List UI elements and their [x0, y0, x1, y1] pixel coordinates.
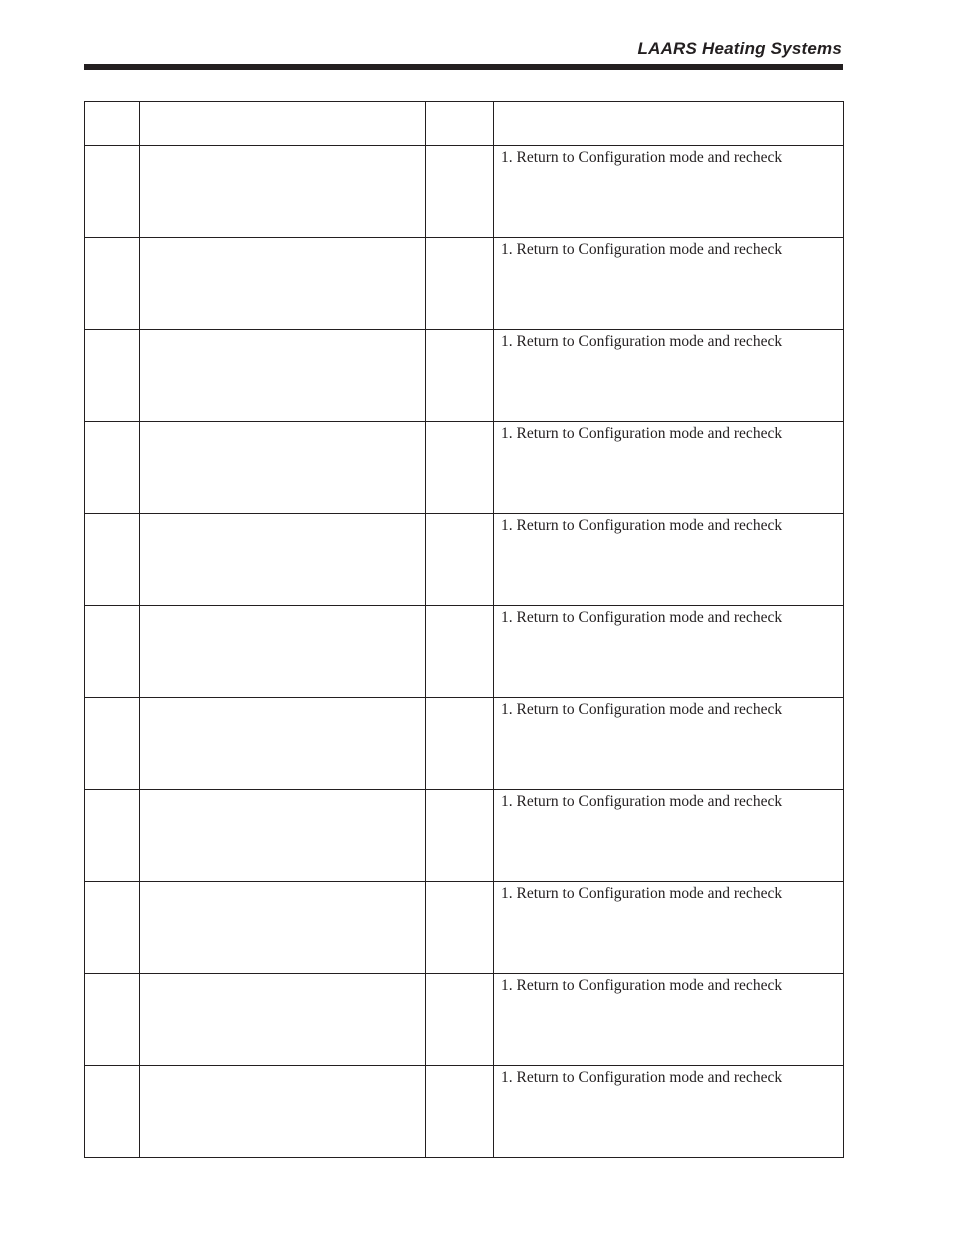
- table-cell: [85, 790, 140, 882]
- table-cell: [140, 514, 426, 606]
- table-cell: [85, 146, 140, 238]
- header-cell: [140, 102, 426, 146]
- table-cell: [494, 146, 844, 238]
- cell-text: 1. Return to Configuration mode and recheck: [501, 517, 783, 534]
- table-row: [85, 330, 844, 422]
- table-cell: [426, 1066, 494, 1158]
- table-cell: [140, 974, 426, 1066]
- table-row: [85, 698, 844, 790]
- table-row: [85, 514, 844, 606]
- table-row: [85, 882, 844, 974]
- table-cell: [426, 698, 494, 790]
- table-row: [85, 1066, 844, 1158]
- table-cell: [140, 238, 426, 330]
- cell-text: 1. Return to Configuration mode and recheck: [501, 333, 783, 350]
- table-cell: [140, 146, 426, 238]
- table-cell: [140, 698, 426, 790]
- table-header-row: [85, 102, 844, 146]
- table-cell: [494, 422, 844, 514]
- table-row: [85, 422, 844, 514]
- cell-text: 1. Return to Configuration mode and recheck: [501, 609, 783, 626]
- table-row: [85, 238, 844, 330]
- cell-text: 1. Return to Configuration mode and recheck: [501, 701, 783, 718]
- table-cell: [426, 238, 494, 330]
- table-cell: [85, 422, 140, 514]
- cell-text: 1. Return to Configuration mode and recheck: [501, 1069, 783, 1086]
- table-row: [85, 146, 844, 238]
- table-cell: [426, 882, 494, 974]
- table-cell: [426, 422, 494, 514]
- cell-text: 1. Return to Configuration mode and recheck: [501, 425, 783, 442]
- table-body: [85, 102, 844, 1158]
- cell-text: 1. Return to Configuration mode and recheck: [501, 241, 783, 258]
- cell-text: 1. Return to Configuration mode and recheck: [501, 885, 783, 902]
- brand-header: LAARS Heating Systems: [637, 39, 842, 58]
- table-cell: [140, 606, 426, 698]
- table-cell: [140, 882, 426, 974]
- table-cell: [494, 238, 844, 330]
- table-cell: [85, 698, 140, 790]
- table-row: [85, 790, 844, 882]
- table-cell: [85, 1066, 140, 1158]
- table-cell: [85, 514, 140, 606]
- table-cell: [426, 330, 494, 422]
- table-cell: [494, 974, 844, 1066]
- cell-text: 1. Return to Configuration mode and recheck: [501, 149, 783, 166]
- cell-text: 1. Return to Configuration mode and recheck: [501, 977, 783, 994]
- table-cell: [494, 514, 844, 606]
- table-cell: [426, 974, 494, 1066]
- table-cell: [494, 698, 844, 790]
- table-row: [85, 974, 844, 1066]
- table-cell: [494, 882, 844, 974]
- table-cell: [140, 422, 426, 514]
- cell-text: 1. Return to Configuration mode and recheck: [501, 793, 783, 810]
- table-cell: [494, 790, 844, 882]
- table-cell: [426, 146, 494, 238]
- header-cell: [494, 102, 844, 146]
- header-cell: [426, 102, 494, 146]
- table-cell: [85, 606, 140, 698]
- header-rule: [84, 64, 843, 70]
- table-cell: [85, 238, 140, 330]
- table-cell: [426, 606, 494, 698]
- table-cell: [494, 1066, 844, 1158]
- table-cell: [85, 882, 140, 974]
- table-cell: [85, 330, 140, 422]
- table-cell: [140, 330, 426, 422]
- table-cell: [494, 330, 844, 422]
- table-cell: [426, 790, 494, 882]
- table-cell: [494, 606, 844, 698]
- table-cell: [426, 514, 494, 606]
- table-cell: [140, 790, 426, 882]
- header-cell: [85, 102, 140, 146]
- table-row: [85, 606, 844, 698]
- table-cell: [140, 1066, 426, 1158]
- table-cell: [85, 974, 140, 1066]
- troubleshooting-table: [84, 101, 844, 1158]
